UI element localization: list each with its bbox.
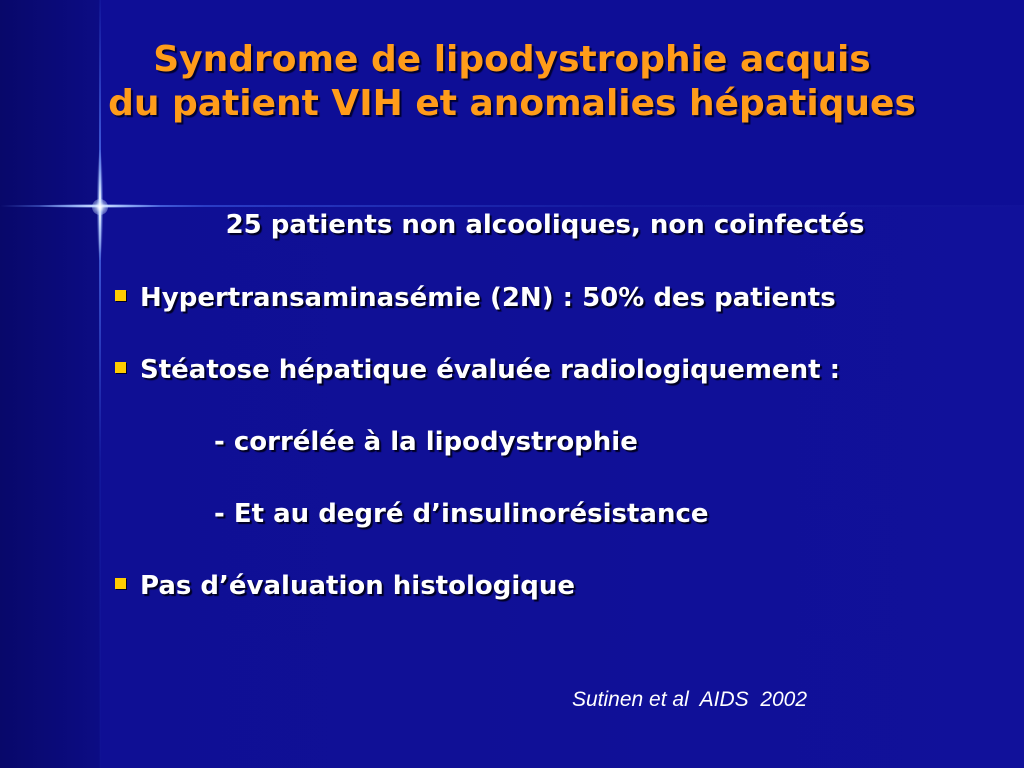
square-bullet-icon <box>115 578 126 589</box>
bullet-item-steatose <box>115 355 840 385</box>
square-bullet-icon <box>115 362 126 373</box>
slide-title-line-1: Syndrome de lipodystrophie acquis <box>153 39 871 80</box>
bullet-text: Pas d’évaluation histologique <box>140 571 576 601</box>
square-bullet-icon <box>115 290 126 301</box>
sub-item-lipodystrophie: - corrélée à la lipodystrophie <box>214 427 638 457</box>
citation: Sutinen et al AIDS 2002 <box>572 688 808 711</box>
bullet-item-hypertransaminasemie <box>115 283 836 313</box>
slide-subtitle: 25 patients non alcooliques, non coinfectés <box>225 210 865 240</box>
bullet-text: Hypertransaminasémie (2N) : 50% des patients <box>140 283 836 313</box>
slide-title <box>20 38 1004 126</box>
bullet-item-histologie <box>115 571 575 601</box>
sub-item-insulinoresistance: - Et au degré d’insulinorésistance <box>214 499 709 529</box>
bullet-text: Stéatose hépatique évaluée radiologiquement : <box>140 355 841 385</box>
slide-title-line-2: du patient VIH et anomalies hépatiques <box>108 83 916 124</box>
